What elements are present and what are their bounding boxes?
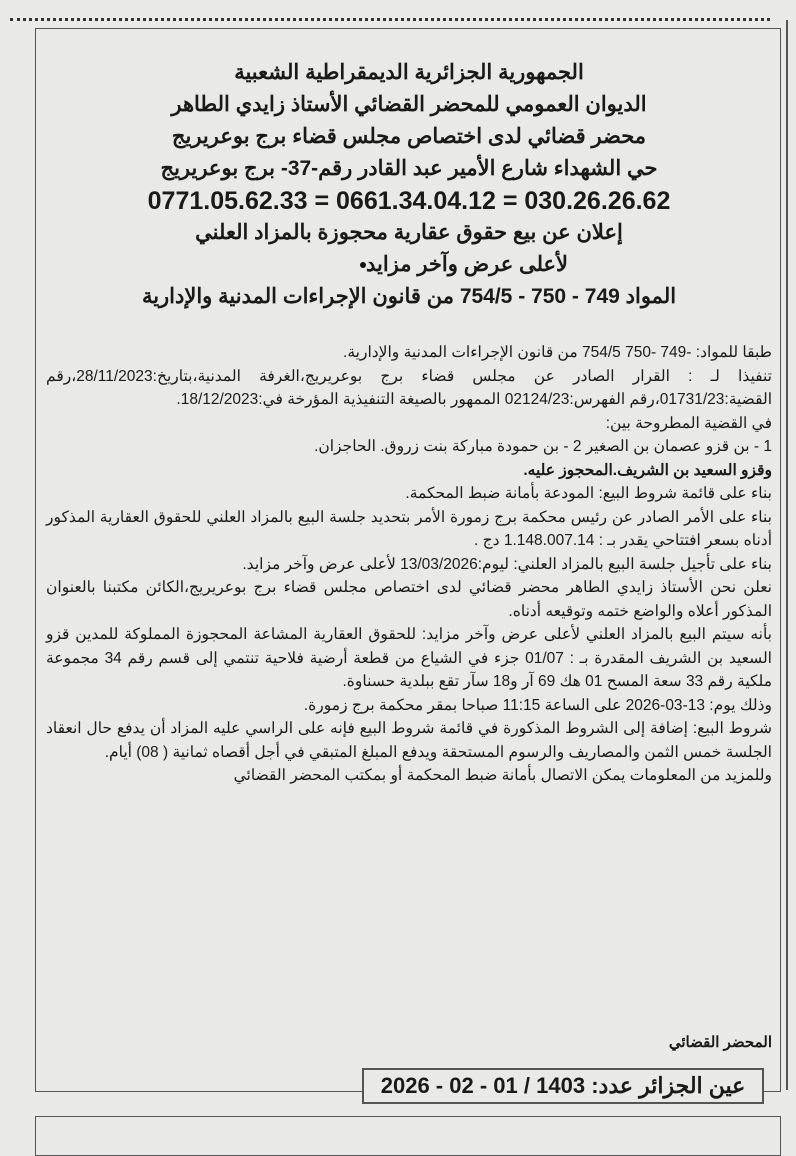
- next-notice-edge: [35, 1116, 781, 1156]
- paragraph: بناء على تأجيل جلسة البيع بالمزاد العلني: ليوم:13/03/2026 لأعلى عرض وآخر مزايد.: [242, 555, 772, 573]
- address-line: حي الشهداء شارع الأمير عبد القادر رقم-37- برج بوعريريج: [160, 157, 658, 180]
- paragraph: بناء على قائمة شروط البيع: المودعة بأمانة ضبط المحكمة.: [405, 485, 772, 502]
- column-divider: [786, 20, 788, 1090]
- paragraph: نعلن نحن الأستاذ زايدي الطاهر محضر قضائي لدى اختصاص مجلس قضاء برج بوعريريج،الكائن مكتبنا بالعنوان المذكور أعلاه والواضع ختمه وتوقيعه أدناه.: [46, 579, 772, 620]
- paragraph: طبقا للمواد: -749 -750 754/5 من قانون الإجراءات المدنية والإدارية.: [343, 344, 772, 361]
- notice-title: إعلان عن بيع حقوق عقارية محجوزة بالمزاد العلني: [195, 221, 623, 244]
- paragraph: وقزو السعيد بن الشريف.المحجوز عليه.: [523, 461, 772, 479]
- notice-header: [46, 57, 772, 313]
- paragraph: وللمزيد من المعلومات يمكن الاتصال بأمانة ضبط المحكمة أو بمكتب المحضر القضائي: [233, 767, 772, 784]
- phone-numbers: 0771.05.62.33 = 0661.34.04.12 = 030.26.26.62: [147, 187, 671, 215]
- paragraph: في القضية المطروحة بين:: [605, 414, 772, 432]
- office-line: الديوان العمومي للمحضر القضائي الأستاذ زايدي الطاهر: [171, 93, 647, 116]
- paragraph: 1 - بن قزو عصمان بن الصغير 2 - بن حمودة مباركة بنت زروق. الحاجزان.: [314, 438, 772, 455]
- paragraph: وذلك يوم: 13-03-2026 على الساعة 11:15 صباحا بمقر محكمة برج زمورة.: [303, 696, 772, 714]
- paragraph: تنفيذا لـ : القرار الصادر عن مجلس قضاء برج بوعريريج،الغرفة المدنية،بتاريخ:28/11/2023،رقم القضية:01731/23،رقم الفهرس:02124/23 الممهور بالصيغة التنفيذية المؤرخة في:18/12/2023.: [46, 367, 772, 408]
- publication-reference: عين الجزائر عدد: 1403 / 01 - 02 - 2026: [362, 1068, 764, 1104]
- previous-article-edge: [10, 0, 770, 21]
- signature: المحضر القضائي: [668, 1034, 772, 1051]
- paragraph: شروط البيع: إضافة إلى الشروط المذكورة في قائمة شروط البيع فإنه على الراسي عليه المزاد أن يدفع حال انعقاد الجلسة خمس الثمن والمصاريف والرسوم المستحقة ويدفع المبلغ المتبقي في أجل أقصاه ثمانية ( 08) أيام.: [46, 720, 772, 761]
- paragraph: بناء على الأمر الصادر عن رئيس محكمة برج زمورة الأمر بتحديد جلسة البيع بالمزاد العلني للحقوق العقارية المذكور أدناه بسعر افتتاحي يقدر بـ : 1.148.007.14 دج .: [46, 508, 772, 549]
- notice-body: [46, 341, 772, 788]
- notice-subtitle: لأعلى عرض وآخر مزايد: [365, 253, 569, 276]
- auction-notice: [35, 28, 781, 1092]
- legal-articles: المواد 749 - 750 - 754/5 من قانون الإجراءات المدنية والإدارية: [141, 285, 677, 308]
- jurisdiction-line: محضر قضائي لدى اختصاص مجلس قضاء برج بوعريريج: [171, 125, 647, 148]
- paragraph: بأنه سيتم البيع بالمزاد العلني لأعلى عرض وآخر مزايد: للحقوق العقارية المشاعة المحجوزة المملوكة للمدين قزو السعيد بن الشريف المقدرة بـ : 01/07 جزء في الشياع من قطعة أرضية فلاحية تنتمي إلى قسم رقم 34 مجموعة ملكية رقم 33 سعة المسح 01 هك 69 آر و18 سآر تقع ببلدية حسناوة.: [46, 626, 772, 690]
- republic-line: الجمهورية الجزائرية الديمقراطية الشعبية: [234, 61, 584, 84]
